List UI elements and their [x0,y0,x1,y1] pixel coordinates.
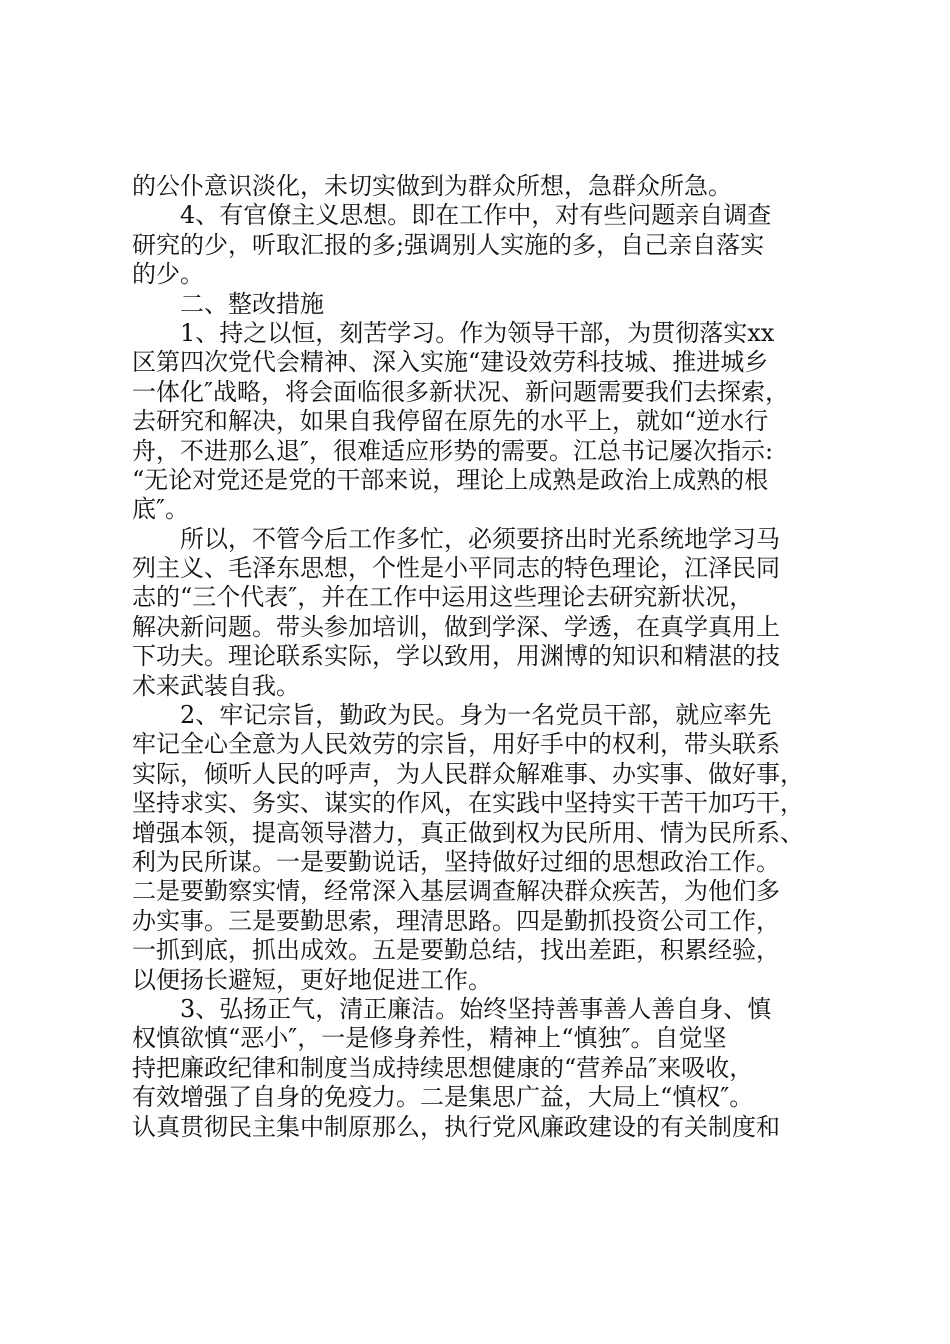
text-line: 二是要勤察实情，经常深入基层调查解决群众疾苦，为他们多 [132,877,780,906]
text-line: 二、整改措施 [180,289,324,318]
text-line: 以便扬长避短，更好地促进工作。 [132,965,492,994]
text-line: 增强本领，提高领导潜力，真正做到权为民所用、情为民所系、 [132,818,804,847]
text-line: 所以，不管今后工作多忙，必须要挤出时光系统地学习马 [180,524,780,553]
text-line: 有效增强了自身的免疫力。二是集思广益，大局上“慎权″。 [132,1083,754,1112]
text-line: 解决新问题。带头参加培训，做到学深、学透，在真学真用上 [132,612,780,641]
text-line: 一体化″战略，将会面临很多新状况、新问题需要我们去探索， [132,377,789,406]
text-line: 办实事。三是要勤思索，理清思路。四是勤抓投资公司工作， [132,906,780,935]
text-line: 的少。 [132,260,204,289]
text-line: 下功夫。理论联系实际，学以致用，用渊博的知识和精湛的技 [132,642,780,671]
text-line: 牢记全心全意为人民效劳的宗旨，用好手中的权利，带头联系 [132,730,780,759]
text-line: 一抓到底，抓出成效。五是要勤总结，找出差距，积累经验， [132,936,780,965]
text-line: 2、牢记宗旨，勤政为民。身为一名党员干部，就应率先 [180,701,772,730]
text-line: 舟，不进那么退″，很难适应形势的需要。江总书记屡次指示: [132,436,774,465]
text-line: 志的“三个代表″，并在工作中运用这些理论去研究新状况， [132,583,754,612]
text-line: 坚持求实、务实、谋实的作风，在实践中坚持实干苦干加巧干， [132,789,804,818]
text-line: 列主义、毛泽东思想，个性是小平同志的特色理论，江泽民同 [132,554,780,583]
text-line: 研究的少，听取汇报的多;强调别人实施的多，自己亲自落实 [132,230,765,259]
text-line: “无论对党还是党的干部来说，理论上成熟是政治上成熟的根 [132,465,769,494]
text-line: 3、弘扬正气，清正廉洁。始终坚持善事善人善自身、慎 [180,994,772,1023]
text-line: 1、持之以恒，刻苦学习。作为领导干部，为贯彻落实xx [180,318,775,347]
text-line: 实际，倾听人民的呼声，为人民群众解难事、办实事、做好事， [132,759,804,788]
text-line: 权慎欲慎“恶小″，一是修身养性，精神上“慎独″。自觉坚 [132,1024,727,1053]
text-line: 的公仆意识淡化，未切实做到为群众所想，急群众所急。 [132,172,732,200]
text-line: 区第四次党代会精神、深入实施“建设效劳科技城、推进城乡 [132,348,769,377]
text-line: 利为民所谋。一是要勤说话，坚持做好过细的思想政治工作。 [132,847,780,876]
text-line: 4、有官僚主义思想。即在工作中，对有些问题亲自调查 [180,201,772,230]
text-line: 术来武装自我。 [132,671,300,700]
text-line: 去研究和解决，如果自我停留在原先的水平上，就如“逆水行 [132,407,769,436]
text-line: 底″。 [132,495,189,524]
text-line: 持把廉政纪律和制度当成持续思想健康的“营养品″来吸收， [132,1053,754,1082]
document-body [132,172,832,1142]
text-line: 认真贯彻民主集中制原那么，执行党风廉政建设的有关制度和 [132,1112,780,1141]
